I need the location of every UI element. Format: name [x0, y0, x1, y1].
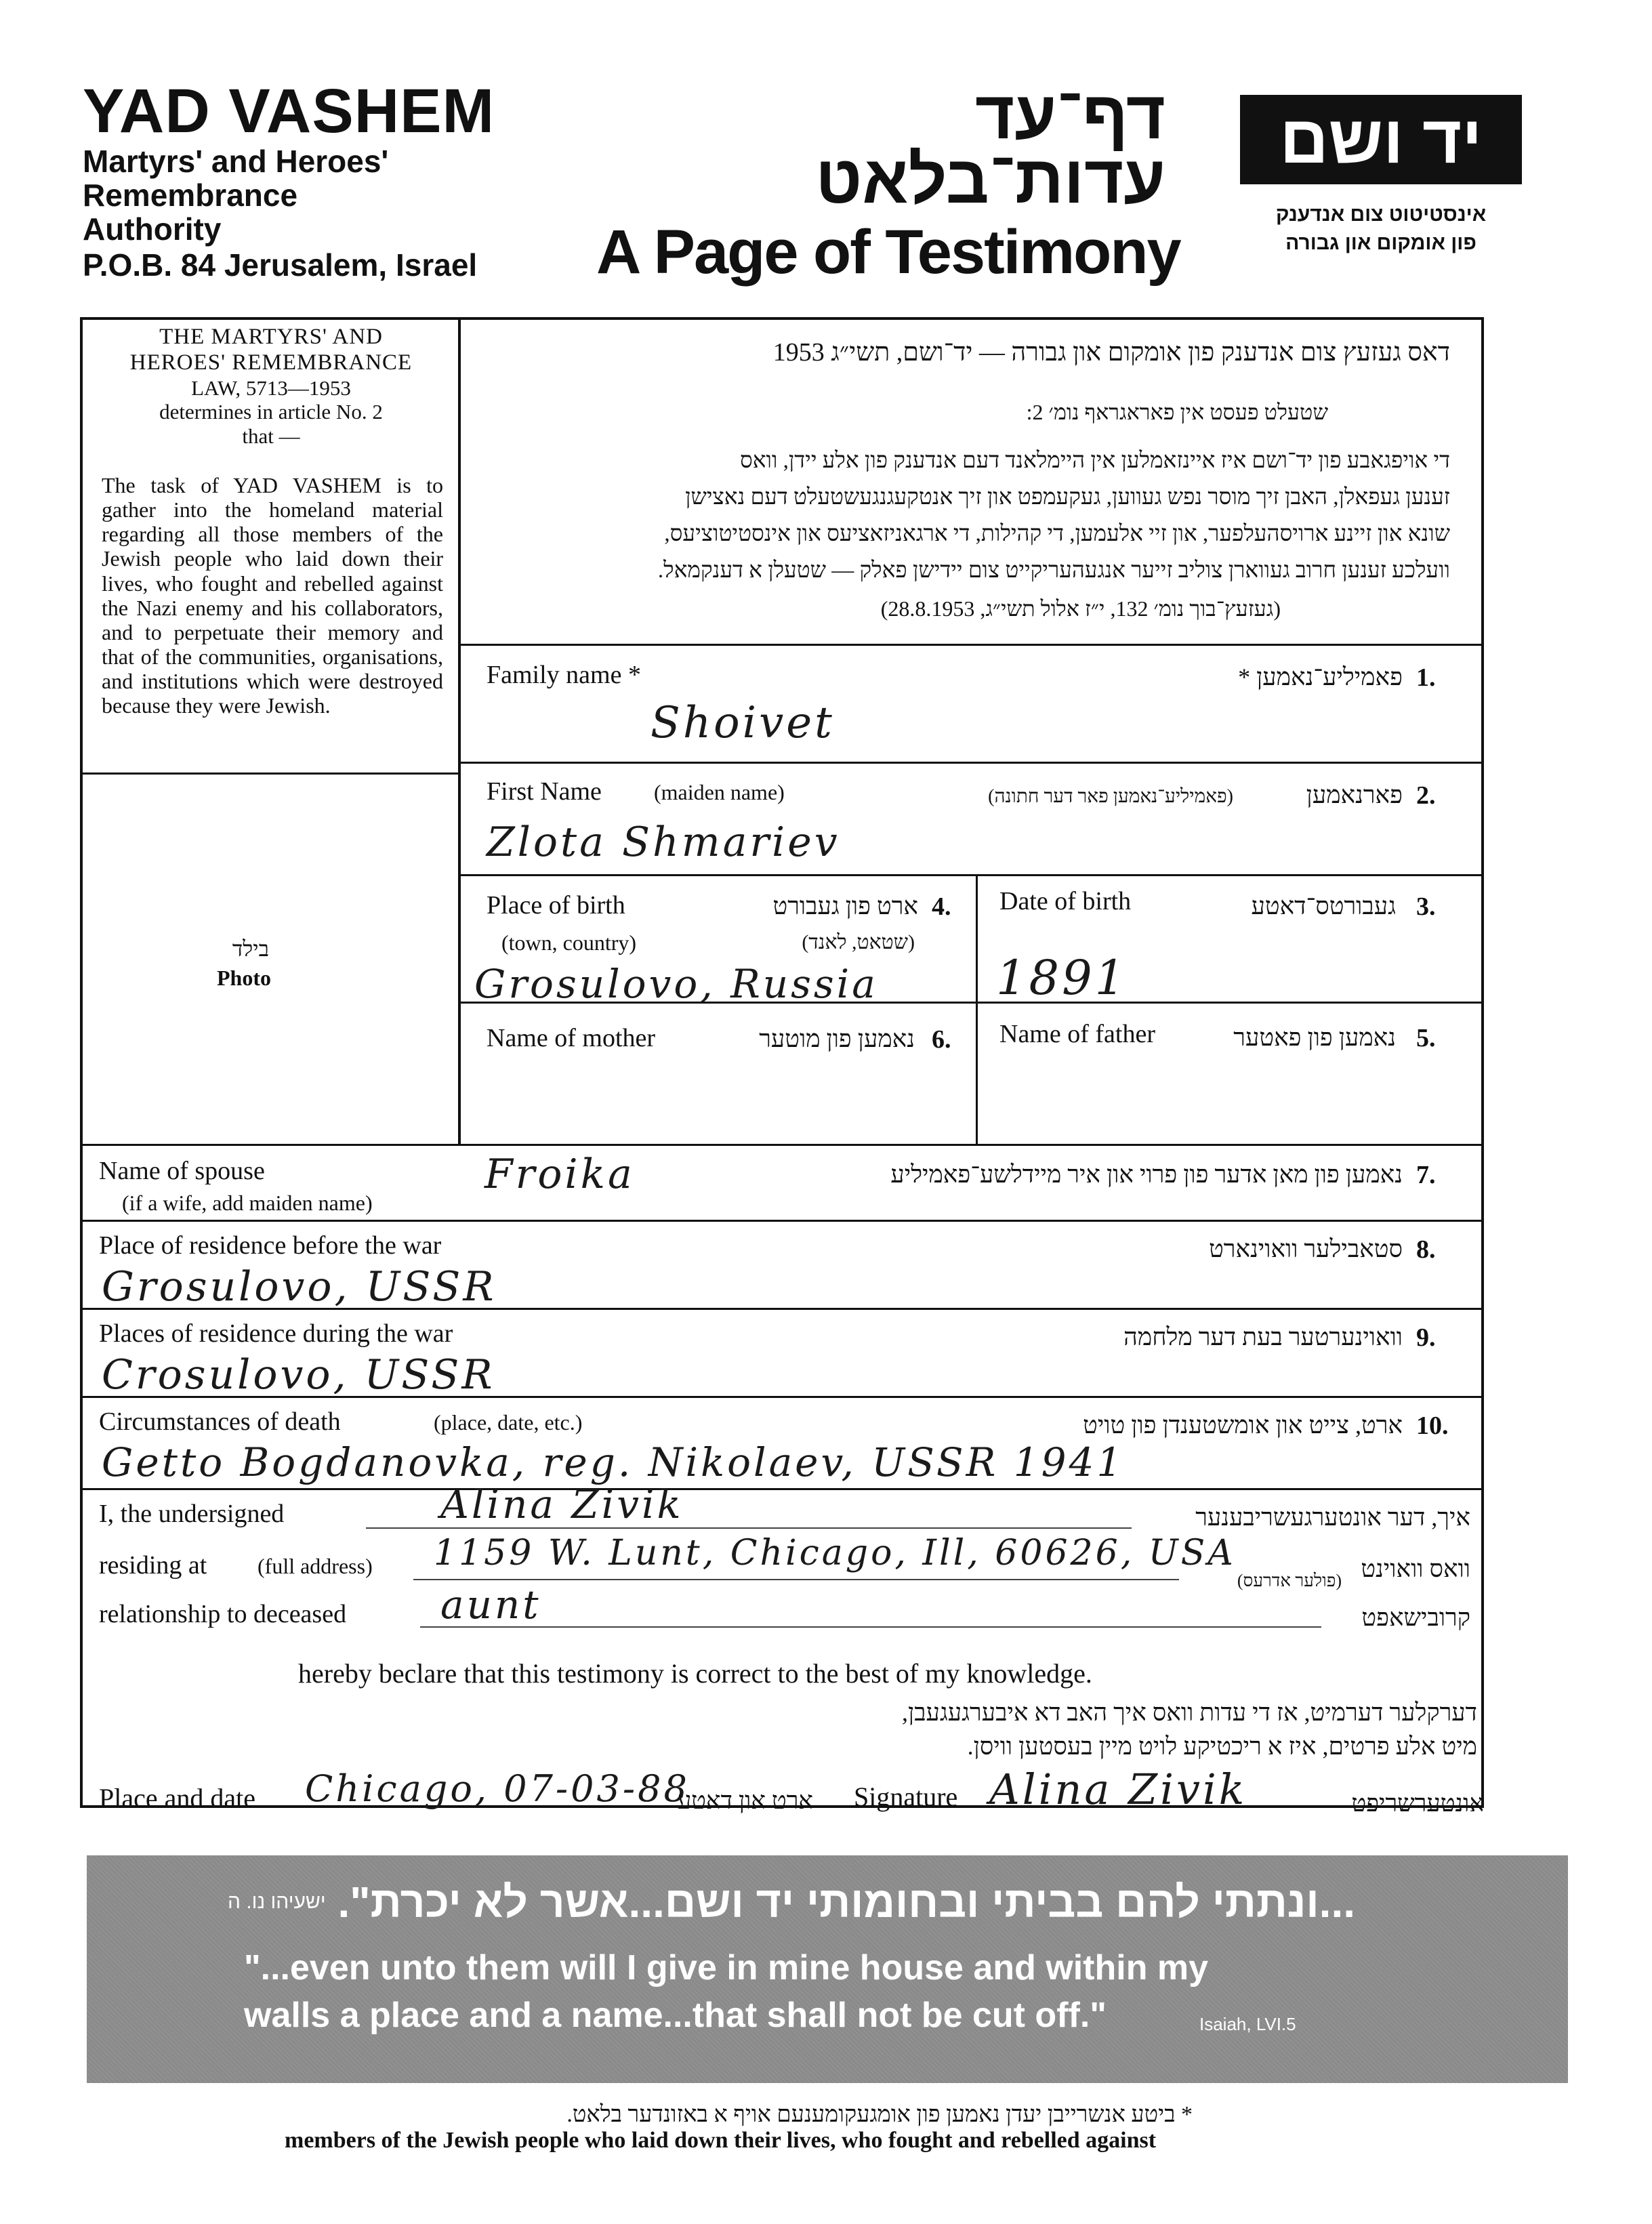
- org-line-1: Martyrs' and Heroes': [83, 144, 389, 179]
- field-number-2: 2.: [1416, 781, 1436, 810]
- field-number-3: 3.: [1416, 892, 1436, 921]
- birth-place-sublabel: (town, country): [501, 930, 637, 955]
- mother-name-heb-label: נאמען פון מוטער: [759, 1025, 915, 1052]
- death-sublabel: (place, date, etc.): [434, 1410, 583, 1435]
- relationship-underline: [420, 1626, 1321, 1628]
- law-title-3: LAW, 5713—1953: [191, 375, 351, 400]
- banner-en-reference: Isaiah, LVI.5: [1199, 2014, 1296, 2034]
- logo-text: יד ושם: [1279, 101, 1483, 178]
- relationship-heb-label: קרובישאפט: [1361, 1604, 1470, 1631]
- undersigned-value[interactable]: Alina Zivik: [440, 1481, 684, 1527]
- family-name-value[interactable]: Shoivet: [651, 698, 835, 748]
- field-number-5: 5.: [1416, 1024, 1436, 1052]
- org-line-3: Authority: [83, 211, 222, 247]
- banner-en-line-2: walls a place and a name...that shall not be cut off.": [244, 1996, 1107, 2035]
- banner-heb-reference: ישעיהו נו. ה: [228, 1891, 326, 1913]
- page-title: A Page of Testimony: [596, 218, 1180, 287]
- footer-en-note: members of the Jewish people who laid down their lives, who fought and rebelled against: [285, 2128, 1157, 2153]
- spouse-value[interactable]: Froika: [484, 1151, 635, 1198]
- spouse-heb-label: נאמען פון מאן אדער פון פרוי און איר מיידלשע־פאמיליע: [890, 1161, 1403, 1188]
- residence-during-value[interactable]: Crosulovo, USSR: [102, 1351, 495, 1399]
- family-name-label: Family name *: [487, 661, 641, 689]
- row4-bottom: [80, 1144, 1484, 1146]
- death-value[interactable]: Getto Bogdanovka, reg. Nikolaev, USSR 1941: [102, 1439, 1125, 1485]
- photo-heb-label: בילד: [232, 936, 270, 961]
- death-label: Circumstances of death: [99, 1407, 341, 1436]
- frame-top: [80, 317, 1484, 320]
- signature-label: Signature: [854, 1782, 958, 1812]
- declaration-english: hereby beclare that this testimony is correct to the best of my knowledge.: [298, 1658, 1092, 1689]
- father-name-heb-label: נאמען פון פאטער: [1233, 1024, 1396, 1051]
- residence-before-label: Place of residence before the war: [99, 1231, 442, 1260]
- residing-sublabel: (full address): [257, 1554, 373, 1578]
- first-name-heb-label: פארנאמען: [1306, 781, 1403, 808]
- law-heb-line-5: שונא און זיינע ארויסהעלפער, און זיי אלעמען, די קהילות, די ארגאניזאציעס און אינסטיטוציעס,: [664, 522, 1450, 546]
- death-heb-label: ארט, צייט און אומשטענדן פון טויט: [1083, 1412, 1403, 1439]
- residing-value[interactable]: 1159 W. Lunt, Chicago, Ill, 60626, USA: [434, 1533, 1236, 1573]
- birth-place-label: Place of birth: [487, 891, 625, 920]
- undersigned-label: I, the undersigned: [99, 1500, 285, 1528]
- field-number-6: 6.: [932, 1025, 951, 1054]
- yad-vashem-logo: [1240, 95, 1522, 184]
- row10-bottom: [80, 1488, 1484, 1490]
- law-text-bottom: [458, 644, 1483, 646]
- birth-place-heb-sublabel: (שטאט, לאנד): [802, 931, 915, 953]
- law-heb-line-4: זענען געפאלן, האבן זיך מוסר נפש געווען, געקעמפט און זיך אנטקעגנגעשטעלט דעם נאצישן: [685, 485, 1450, 510]
- mother-name-label: Name of mother: [487, 1024, 656, 1052]
- org-name: YAD VASHEM: [83, 77, 495, 146]
- footer-heb-note: * ביטע אנשרייבן יעדן נאמען פון אומגעקומענעם אויף א באזונדער בלאט.: [566, 2102, 1193, 2127]
- banner-en-line-1: "...even unto them will I give in mine house and within my: [244, 1948, 1209, 1988]
- birth-place-value[interactable]: Grosulovo, Russia: [474, 961, 878, 1007]
- residing-label: residing at: [99, 1551, 207, 1580]
- hebrew-title-2: עדות־בלאט: [815, 142, 1165, 218]
- residence-during-heb-label: וואוינערטער בעת דער מלחמה: [1123, 1323, 1403, 1351]
- law-heading: [95, 324, 447, 449]
- banner-heb-quote: ...ונתתי להם בביתי ובחומותי יד ושם...אשר לא יכרת".: [337, 1878, 1355, 1927]
- hebrew-title-1: דף־עד: [974, 77, 1165, 153]
- first-name-value[interactable]: Zlota Shmariev: [487, 819, 840, 866]
- law-task-text: The task of YAD VASHEM is to gather into the homeland material regarding all those members of the Jewish people who laid down their lives, who fought and rebelled against the Nazi enemy and his collaborators, and to perpetuate their memory and that of the communities, organisations, and institutions which were destroyed because they were Jewish.: [102, 473, 443, 718]
- residing-underline: [413, 1579, 1179, 1580]
- law-title-4: determines in article No. 2: [159, 400, 383, 424]
- first-name-heb-sublabel: (פאמיליע־נאמען פאר דער חתונה): [988, 786, 1233, 807]
- org-address: P.O.B. 84 Jerusalem, Israel: [83, 247, 478, 283]
- law-box-bottom: [80, 773, 459, 775]
- undersigned-underline: [366, 1527, 1132, 1529]
- field-number-8: 8.: [1416, 1235, 1436, 1264]
- law-heb-line-6: וועלכע זענען חרוב געווארן צוליב זייער אנגעהעריקייט צום יידישן פאלק — שטעלן א דענקמאל.: [657, 558, 1450, 583]
- law-title-2: HEROES' REMEMBRANCE: [129, 350, 413, 375]
- frame-left: [80, 317, 83, 1808]
- place-date-value[interactable]: Chicago, 07-03-88: [305, 1767, 690, 1810]
- family-name-heb-label: פאמיליע־נאמען *: [1238, 663, 1403, 691]
- birth-place-heb-label: ארט פון געבורט: [772, 892, 918, 920]
- field-number-1: 1.: [1416, 663, 1436, 692]
- birth-date-heb-label: געבורטס־דאטע: [1251, 892, 1396, 920]
- residence-during-label: Places of residence during the war: [99, 1319, 453, 1348]
- logo-subtitle-2: פון אומקום און גבורה: [1285, 232, 1477, 254]
- residence-before-value[interactable]: Grosulovo, USSR: [102, 1263, 497, 1311]
- signature-value[interactable]: Alina Zivik: [989, 1765, 1247, 1814]
- law-heb-line-7: (געזעץ־בוך נומ׳ 132, י״ז אלול תשי״ג, 28.8.1953): [880, 596, 1281, 621]
- row7-bottom: [80, 1220, 1484, 1222]
- left-column-divider: [458, 317, 461, 1145]
- spouse-label: Name of spouse: [99, 1157, 265, 1185]
- relationship-label: relationship to deceased: [99, 1600, 347, 1628]
- logo-subtitle-1: אינסטיטוט צום אנדענק: [1275, 203, 1487, 226]
- photo-label: Photo: [217, 966, 271, 990]
- frame-right: [1481, 317, 1484, 1808]
- law-heb-line-1: דאס געזעץ צום אנדענק פון אומקום און גבורה — יד־ושם, תשי״ג 1953: [772, 338, 1450, 367]
- place-date-label: Place and date: [99, 1783, 255, 1813]
- residing-heb-sublabel: (פולער אדרעס): [1237, 1571, 1342, 1590]
- signature-heb-label: אונטערשריפט: [1351, 1790, 1484, 1817]
- org-line-2: Remembrance: [83, 178, 298, 213]
- relationship-value[interactable]: aunt: [440, 1582, 541, 1628]
- row2-bottom: [458, 874, 1483, 876]
- first-name-sublabel: (maiden name): [654, 780, 785, 804]
- field-number-4: 4.: [932, 892, 951, 921]
- field-number-7: 7.: [1416, 1161, 1436, 1189]
- place-date-heb-label: ארט און דאטע: [677, 1787, 813, 1814]
- birth-date-label: Date of birth: [999, 887, 1132, 915]
- law-heb-line-2: שטעלט פעסט אין פאראגראף נומ׳ 2:: [1026, 400, 1328, 424]
- field-number-9: 9.: [1416, 1323, 1436, 1352]
- birth-divider: [976, 874, 978, 1145]
- declaration-heb-2: מיט אלע פרטים, איז א ריכטיקע לויט מיין בעסטען וויסן.: [967, 1733, 1477, 1760]
- field-number-10: 10.: [1416, 1412, 1449, 1440]
- law-title-5: that —: [242, 424, 300, 449]
- first-name-label: First Name: [487, 777, 602, 806]
- law-heb-line-3: די אויפגאבע פון יד־ושם איז איינזאמלען אין היימלאנד דעם אנדענק פון אלע יידן, וואס: [739, 449, 1450, 473]
- spouse-sublabel: (if a wife, add maiden name): [122, 1191, 373, 1215]
- birth-date-value[interactable]: 1891: [996, 950, 1128, 1006]
- law-title-1: THE MARTYRS' AND: [159, 325, 383, 349]
- declaration-heb-1: דערקלער דערמיט, אז די עדות וואס איך האב דא איבערגעגעבן,: [902, 1699, 1477, 1726]
- father-name-label: Name of father: [999, 1020, 1155, 1048]
- undersigned-heb-label: איך, דער אונטערגעשריבענער: [1195, 1504, 1470, 1531]
- row1-bottom: [458, 762, 1483, 764]
- residence-before-heb-label: סטאבילער וואוינארט: [1209, 1235, 1403, 1262]
- residing-heb-label: וואס וואוינט: [1361, 1555, 1470, 1582]
